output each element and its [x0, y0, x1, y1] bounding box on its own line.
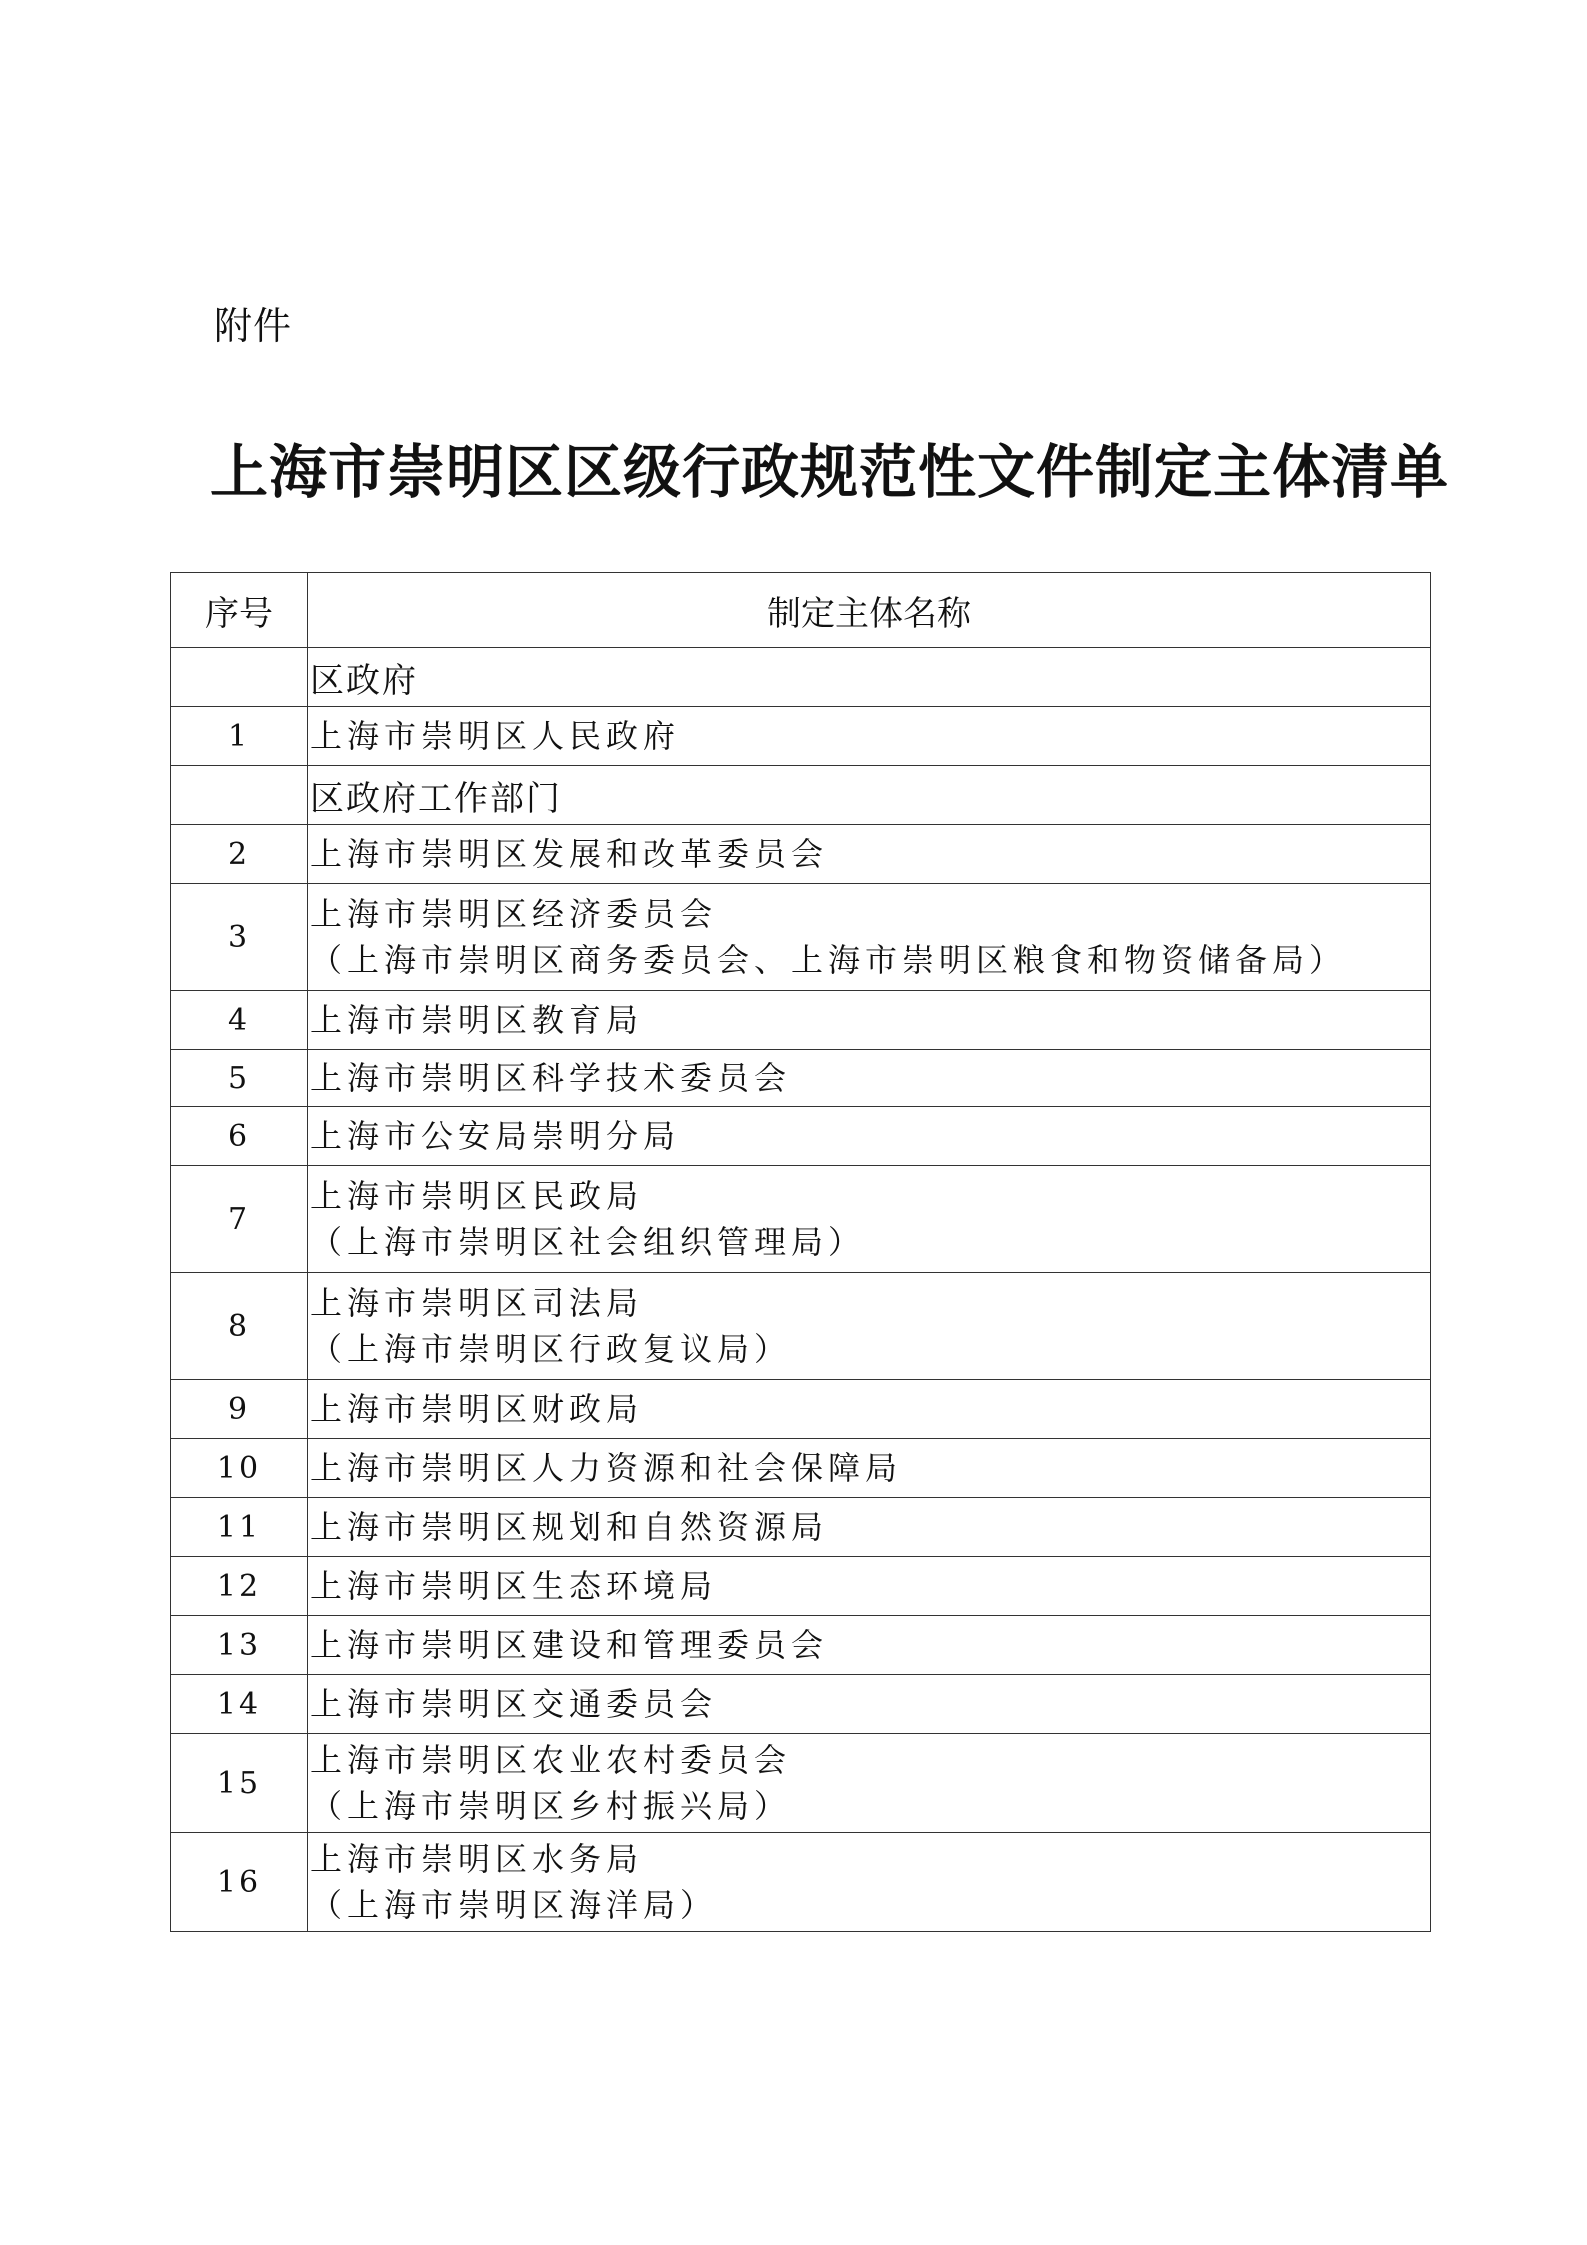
section-serial-empty [171, 766, 308, 825]
row-number: 8 [171, 1273, 308, 1380]
entity-name: 上海市崇明区民政局 [310, 1177, 644, 1215]
table-row [171, 825, 1431, 884]
section-heading: 区政府工作部门 [308, 766, 1431, 825]
entity-name: 上海市崇明区建设和管理委员会 [308, 1616, 1431, 1675]
entity-name-cell [308, 1273, 1431, 1380]
entity-name: 上海市崇明区人民政府 [308, 707, 1431, 766]
row-number: 10 [171, 1439, 308, 1498]
row-number: 4 [171, 991, 308, 1050]
entity-alias: （上海市崇明区商务委员会、上海市崇明区粮食和物资储备局） [310, 941, 1347, 979]
table-row [171, 707, 1431, 766]
section-row-government-departments [171, 766, 1431, 825]
entity-name: 上海市崇明区教育局 [308, 991, 1431, 1050]
row-number: 1 [171, 707, 308, 766]
section-row-district-government [171, 648, 1431, 707]
entity-name: 上海市崇明区交通委员会 [308, 1675, 1431, 1734]
row-number: 15 [171, 1734, 308, 1833]
entity-alias: （上海市崇明区社会组织管理局） [310, 1223, 866, 1261]
entity-name-cell [308, 1833, 1431, 1932]
table-row [171, 1439, 1431, 1498]
entity-name: 上海市公安局崇明分局 [308, 1107, 1431, 1166]
table-row [171, 1273, 1431, 1380]
entity-name: 上海市崇明区水务局 [310, 1840, 644, 1878]
table-row [171, 1166, 1431, 1273]
row-number: 9 [171, 1380, 308, 1439]
row-number: 7 [171, 1166, 308, 1273]
row-number: 13 [171, 1616, 308, 1675]
header-serial-number: 序号 [171, 573, 308, 648]
attachment-label: 附件 [214, 304, 293, 348]
entity-name-cell [308, 1734, 1431, 1833]
table-row [171, 1734, 1431, 1833]
entity-name: 上海市崇明区规划和自然资源局 [308, 1498, 1431, 1557]
row-number: 11 [171, 1498, 308, 1557]
entity-name-cell [308, 884, 1431, 991]
entity-name: 上海市崇明区农业农村委员会 [310, 1741, 792, 1779]
row-number: 2 [171, 825, 308, 884]
entity-name: 上海市崇明区司法局 [310, 1284, 644, 1322]
section-serial-empty [171, 648, 308, 707]
table-row [171, 884, 1431, 991]
entity-name: 上海市崇明区财政局 [308, 1380, 1431, 1439]
entity-name: 上海市崇明区发展和改革委员会 [308, 825, 1431, 884]
table-row [171, 991, 1431, 1050]
entity-name: 上海市崇明区科学技术委员会 [308, 1050, 1431, 1107]
entity-alias: （上海市崇明区乡村振兴局） [310, 1787, 792, 1825]
table-header-row [171, 573, 1431, 648]
table-row [171, 1050, 1431, 1107]
section-heading: 区政府 [308, 648, 1431, 707]
entity-name-cell [308, 1166, 1431, 1273]
table-row [171, 1833, 1431, 1932]
row-number: 6 [171, 1107, 308, 1166]
table-row [171, 1557, 1431, 1616]
table-row [171, 1675, 1431, 1734]
entity-name: 上海市崇明区生态环境局 [308, 1557, 1431, 1616]
row-number: 16 [171, 1833, 308, 1932]
row-number: 12 [171, 1557, 308, 1616]
row-number: 14 [171, 1675, 308, 1734]
table-row [171, 1616, 1431, 1675]
row-number: 5 [171, 1050, 308, 1107]
entity-name: 上海市崇明区经济委员会 [310, 895, 718, 933]
entity-alias: （上海市崇明区海洋局） [310, 1886, 718, 1924]
document-title: 上海市崇明区区级行政规范性文件制定主体清单 [210, 438, 1450, 506]
table-row [171, 1498, 1431, 1557]
entity-alias: （上海市崇明区行政复议局） [310, 1330, 792, 1368]
table-row [171, 1380, 1431, 1439]
header-entity-name: 制定主体名称 [308, 573, 1431, 648]
row-number: 3 [171, 884, 308, 991]
entity-list-table [170, 572, 1431, 1932]
table-row [171, 1107, 1431, 1166]
entity-name: 上海市崇明区人力资源和社会保障局 [308, 1439, 1431, 1498]
